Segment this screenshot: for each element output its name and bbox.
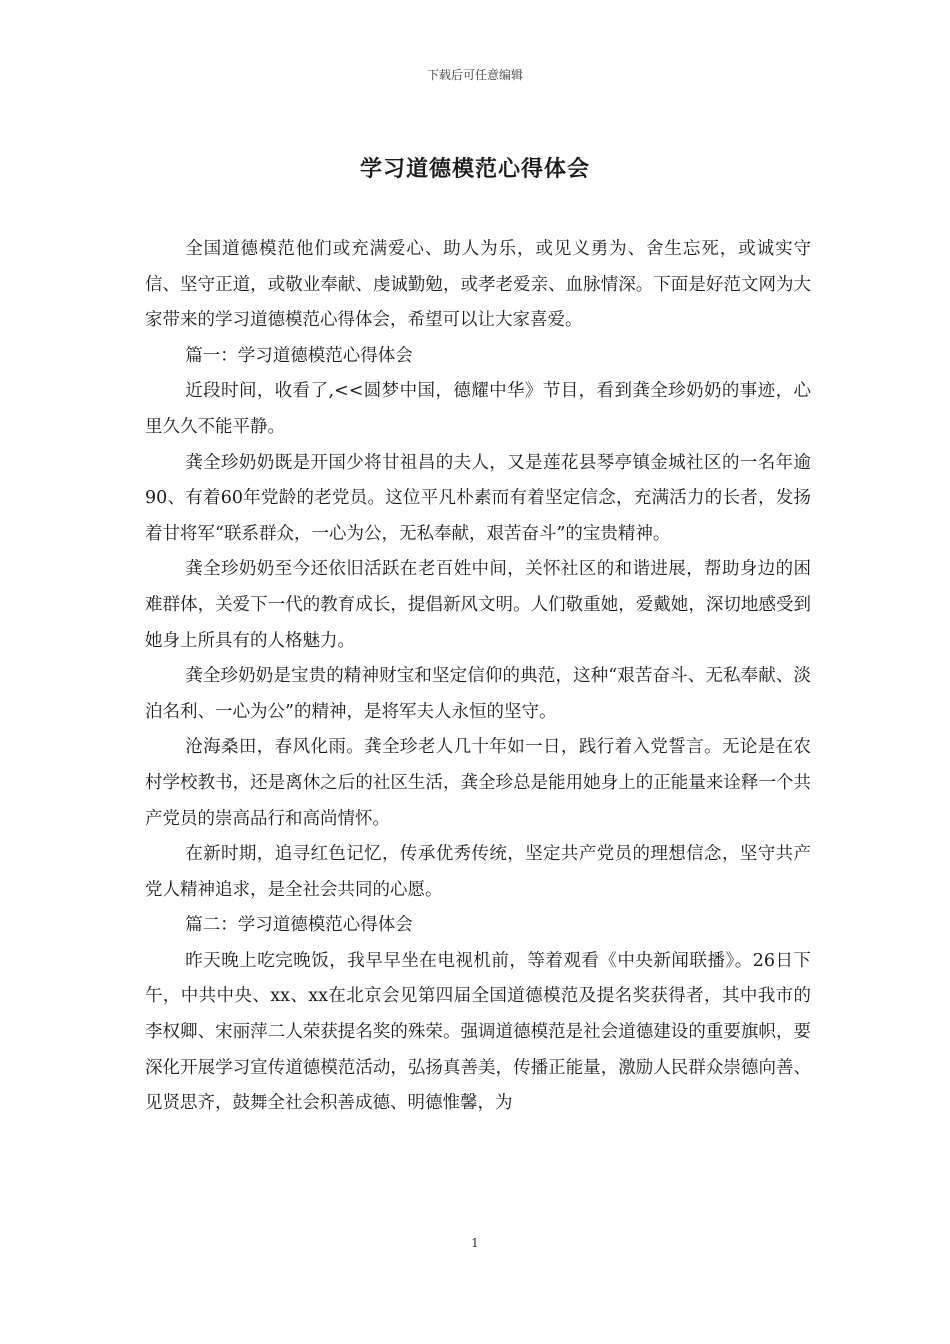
section-heading-2: 篇二：学习道德模范心得体会: [185, 915, 413, 936]
page-header: 下载后可任意编辑: [426, 68, 523, 82]
paragraph: 龚全珍奶奶既是开国少将甘祖昌的夫人，又是莲花县琴亭镇金城社区的一名年逾90、有着60年党龄的老党员。这位平凡朴素而有着坚定信念，充满活力的长者，发扬着甘将军“联系群众，一心为公，无私奉献，艰苦奋斗”的宝贵精神。: [145, 452, 811, 544]
paragraph: 龚全珍奶奶至今还依旧活跃在老百姓中间，关怀社区的和谐进展，帮助身边的困难群体，关爱下一代的教育成长，提倡新风文明。人们敬重她，爱戴她，深切地感受到她身上所具有的人格魅力。: [145, 559, 811, 651]
document-body: [145, 232, 811, 1122]
paragraph: 沧海桑田，春风化雨。龚全珍老人几十年如一日，践行着入党誓言。无论是在农村学校教书，还是离休之后的社区生活，龚全珍总是能用她身上的正能量来诠释一个共产党员的崇高品行和高尚情怀。: [145, 737, 811, 829]
document-title: 学习道德模范心得体会: [359, 156, 590, 182]
paragraph-intro: 全国道德模范他们或充满爱心、助人为乐，或见义勇为、舍生忘死，或诚实守信、坚守正道，或敬业奉献、虔诚勤勉，或孝老爱亲、血脉情深。下面是好范文网为大家带来的学习道德模范心得体会，希望可以让大家喜爱。: [145, 239, 811, 331]
page-number: 1: [471, 1236, 479, 1250]
section-heading-1: 篇一：学习道德模范心得体会: [185, 345, 413, 366]
paragraph: 昨天晚上吃完晚饭，我早早坐在电视机前，等着观看《中央新闻联播》。26日下午，中共中央、xx、xx在北京会见第四届全国道德模范及提名奖获得者，其中我市的李权卿、宋丽萍二人荣获提名奖的殊荣。强调道德模范是社会道德建设的重要旗帜，要深化开展学习宣传道德模范活动，弘扬真善美，传播正能量，激励人民群众崇德向善、见贤思齐，鼓舞全社会积善成德、明德惟馨，为: [145, 950, 811, 1114]
paragraph: 在新时期，追寻红色记忆，传承优秀传统，坚定共产党员的理想信念，坚守共产党人精神追求，是全社会共同的心愿。: [145, 844, 811, 900]
paragraph: 近段时间，收看了,<<圆梦中国，德耀中华》节目，看到龚全珍奶奶的事迹，心里久久不能平静。: [145, 381, 811, 437]
paragraph: 龚全珍奶奶是宝贵的精神财宝和坚定信仰的典范，这种“艰苦奋斗、无私奉献、淡泊名利、一心为公”的精神，是将军夫人永恒的坚守。: [145, 666, 811, 722]
